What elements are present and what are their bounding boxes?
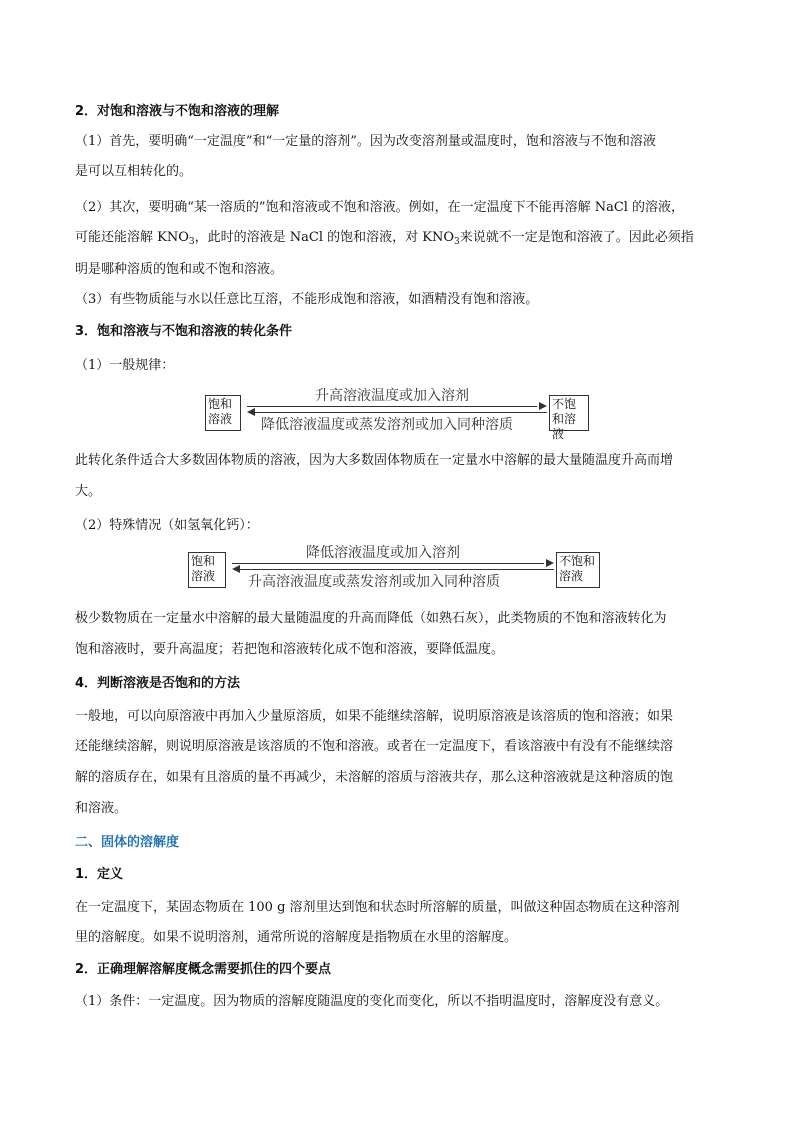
kno3-subscript-1: 3 <box>188 237 195 247</box>
backward-condition-label: 降低溶液温度或蒸发溶剂或加入同种溶质 <box>261 417 513 433</box>
section-4-title: 4．判断溶液是否饱和的方法 <box>75 676 241 691</box>
s2-p2b-part2: ，此时的溶液是 NaCl 的饱和溶液，对 KNO <box>194 230 454 245</box>
s2-paragraph-3: （3）有些物质能与水以任意比互溶，不能形成饱和溶液，如酒精没有饱和溶液。 <box>75 292 539 307</box>
backward-arrow <box>240 569 554 570</box>
arrow-head-right-icon <box>539 402 547 410</box>
arrow-head-left-icon <box>232 565 240 573</box>
saturated-solution-box: 饱和溶液 <box>205 395 241 431</box>
forward-arrow <box>232 563 544 564</box>
s4-line-4: 和溶液。 <box>75 801 128 816</box>
s2-p2b-part1: 可能还能溶解 KNO <box>75 230 189 245</box>
s3-paragraph-1a: 此转化条件适合大多数固体物质的溶液，因为大多数固体物质在一定量水中溶解的最大量随温度升高而增 <box>75 453 674 468</box>
s4-line-1: 一般地，可以向原溶液中再加入少量原溶质，如果不能继续溶解，说明原溶液是该溶质的饱和溶液；如果 <box>75 709 674 724</box>
arrow-head-left-icon <box>247 408 255 416</box>
conversion-diagram-general <box>205 385 590 441</box>
rule-special-label: （2）特殊情况（如氢氧化钙）： <box>75 518 259 533</box>
conversion-diagram-special <box>188 540 608 592</box>
s3-paragraph-2b: 饱和溶液时，要升高温度；若把饱和溶液转化成不饱和溶液，要降低温度。 <box>75 642 505 657</box>
s4-line-3: 解的溶质存在，如果有且溶质的量不再减少，未溶解的溶质与溶液共存，那么这种溶液就是这种溶质的饱 <box>75 770 674 785</box>
key-points-title: 2．正确理解溶解度概念需要抓住的四个要点 <box>75 962 332 977</box>
s3-paragraph-1b: 大。 <box>75 484 102 499</box>
section-3-title: 3．饱和溶液与不饱和溶液的转化条件 <box>75 324 293 339</box>
s2-paragraph-1b: 是可以互相转化的。 <box>75 164 193 179</box>
s2-paragraph-2b <box>75 229 722 247</box>
unsaturated-solution-box: 不饱和溶液 <box>556 552 600 588</box>
kno3-subscript-2: 3 <box>454 237 460 247</box>
section-2-title: 2．对饱和溶液与不饱和溶液的理解 <box>75 104 280 119</box>
definition-title: 1．定义 <box>75 867 124 882</box>
forward-arrow <box>247 406 537 407</box>
backward-condition-label: 升高溶液温度或蒸发溶剂或加入同种溶质 <box>248 574 500 590</box>
definition-line-2: 里的溶解度。如果不说明溶剂，通常所说的溶解度是指物质在水里的溶解度。 <box>75 930 518 945</box>
arrow-head-right-icon <box>546 559 554 567</box>
unsaturated-solution-box: 不饱和溶液 <box>549 395 589 431</box>
s2-paragraph-2c: 明是哪种溶质的饱和或不饱和溶液。 <box>75 262 284 277</box>
s2-paragraph-1a: （1）首先，要明确“一定温度”和“一定量的溶剂”。因为改变溶剂量或温度时，饱和溶液与不饱和溶液 <box>75 134 656 149</box>
forward-condition-label: 升高溶液温度或加入溶剂 <box>315 388 469 404</box>
rule-general-label: （1）一般规律： <box>75 358 175 373</box>
backward-arrow <box>255 412 547 413</box>
forward-condition-label: 降低溶液温度或加入溶剂 <box>306 545 460 561</box>
saturated-solution-box: 饱和溶液 <box>188 552 226 588</box>
s3-paragraph-2a: 极少数物质在一定量水中溶解的最大量随温度的升高而降低（如熟石灰），此类物质的不饱和溶液转化为 <box>75 611 667 626</box>
s2-paragraph-2a: （2）其次，要明确“某一溶质的”饱和溶液或不饱和溶液。例如，在一定温度下不能再溶解 NaCl 的溶液， <box>75 200 685 215</box>
s4-line-2: 还能继续溶解，则说明原溶液是该溶质的不饱和溶液。或者在一定温度下，看该溶液中有没有不能继续溶 <box>75 739 674 754</box>
key-point-1: （1）条件：一定温度。因为物质的溶解度随温度的变化而变化，所以不指明温度时，溶解度没有意义。 <box>75 994 669 1009</box>
part-2-title: 二、固体的溶解度 <box>75 835 180 850</box>
s2-p2b-part3: 来说就不一定是饱和溶液了。因此必须指 <box>459 230 694 245</box>
definition-line-1: 在一定温度下，某固态物质在 100 g 溶剂里达到饱和状态时所溶解的质量，叫做这种固态物质在这种溶剂 <box>75 900 680 915</box>
